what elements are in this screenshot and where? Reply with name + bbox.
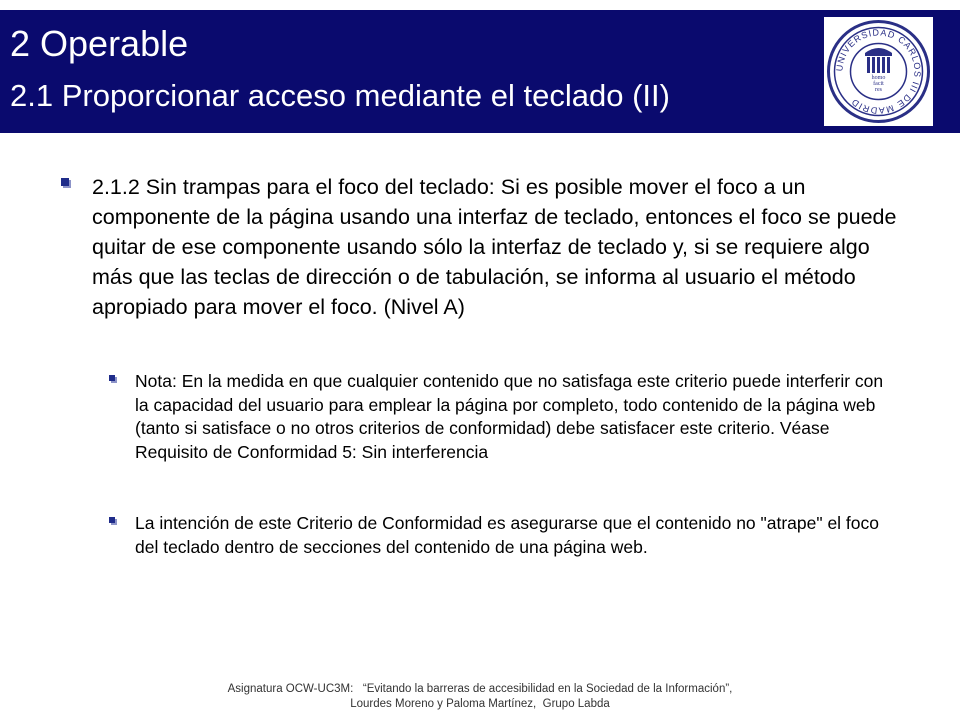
university-seal-icon [824, 17, 933, 126]
sub-bullet-text: La intención de este Criterio de Conformidad es asegurarse que el contenido no "atrape" el foco del teclado dentro de secciones del contenido de una página web. [135, 513, 879, 557]
slide-title: 2 Operable [10, 23, 189, 64]
slide-footer [0, 682, 960, 711]
seal-ring-text: UNIVERSIDAD CARLOS III DE MADRID [834, 27, 923, 116]
footer-line: Lourdes Moreno y Paloma Martínez, Grupo Labda [350, 697, 610, 710]
university-logo [824, 17, 933, 126]
motto-line: facit [873, 81, 884, 87]
slide-subtitle: 2.1 Proporcionar acceso mediante el teclado (II) [10, 78, 670, 113]
main-bullet-text: 2.1.2 Sin trampas para el foco del teclado: Si es posible mover el foco a un componente de la página usando una interfaz de teclado, entonces el foco se puede quitar de ese componente usando sólo la interfaz de teclado y, si se requiere algo más que las teclas de dirección o de tabulación, se informa al usuario el método apropiado para mover el foco. (Nivel A) [92, 175, 897, 319]
sub-bullet-text: Nota: En la medida en que cualquier contenido que no satisfaga este criterio puede interferir con la capacidad del usuario para emplear la página por completo, todo contenido de la página web (tanto si satisface o no otros criterios de conformidad) debe satisfacer este criterio. Véase Requisito de Conformidad 5: Sin interferencia [135, 371, 884, 462]
footer-line: Asignatura OCW-UC3M: “Evitando la barreras de accesibilidad en la Sociedad de la Información”, [227, 683, 733, 695]
square-bullet-icon [107, 373, 119, 385]
motto-line: homo [871, 75, 886, 81]
motto-line: res [875, 87, 882, 93]
square-bullet-icon [58, 175, 76, 193]
square-bullet-icon [107, 515, 119, 527]
